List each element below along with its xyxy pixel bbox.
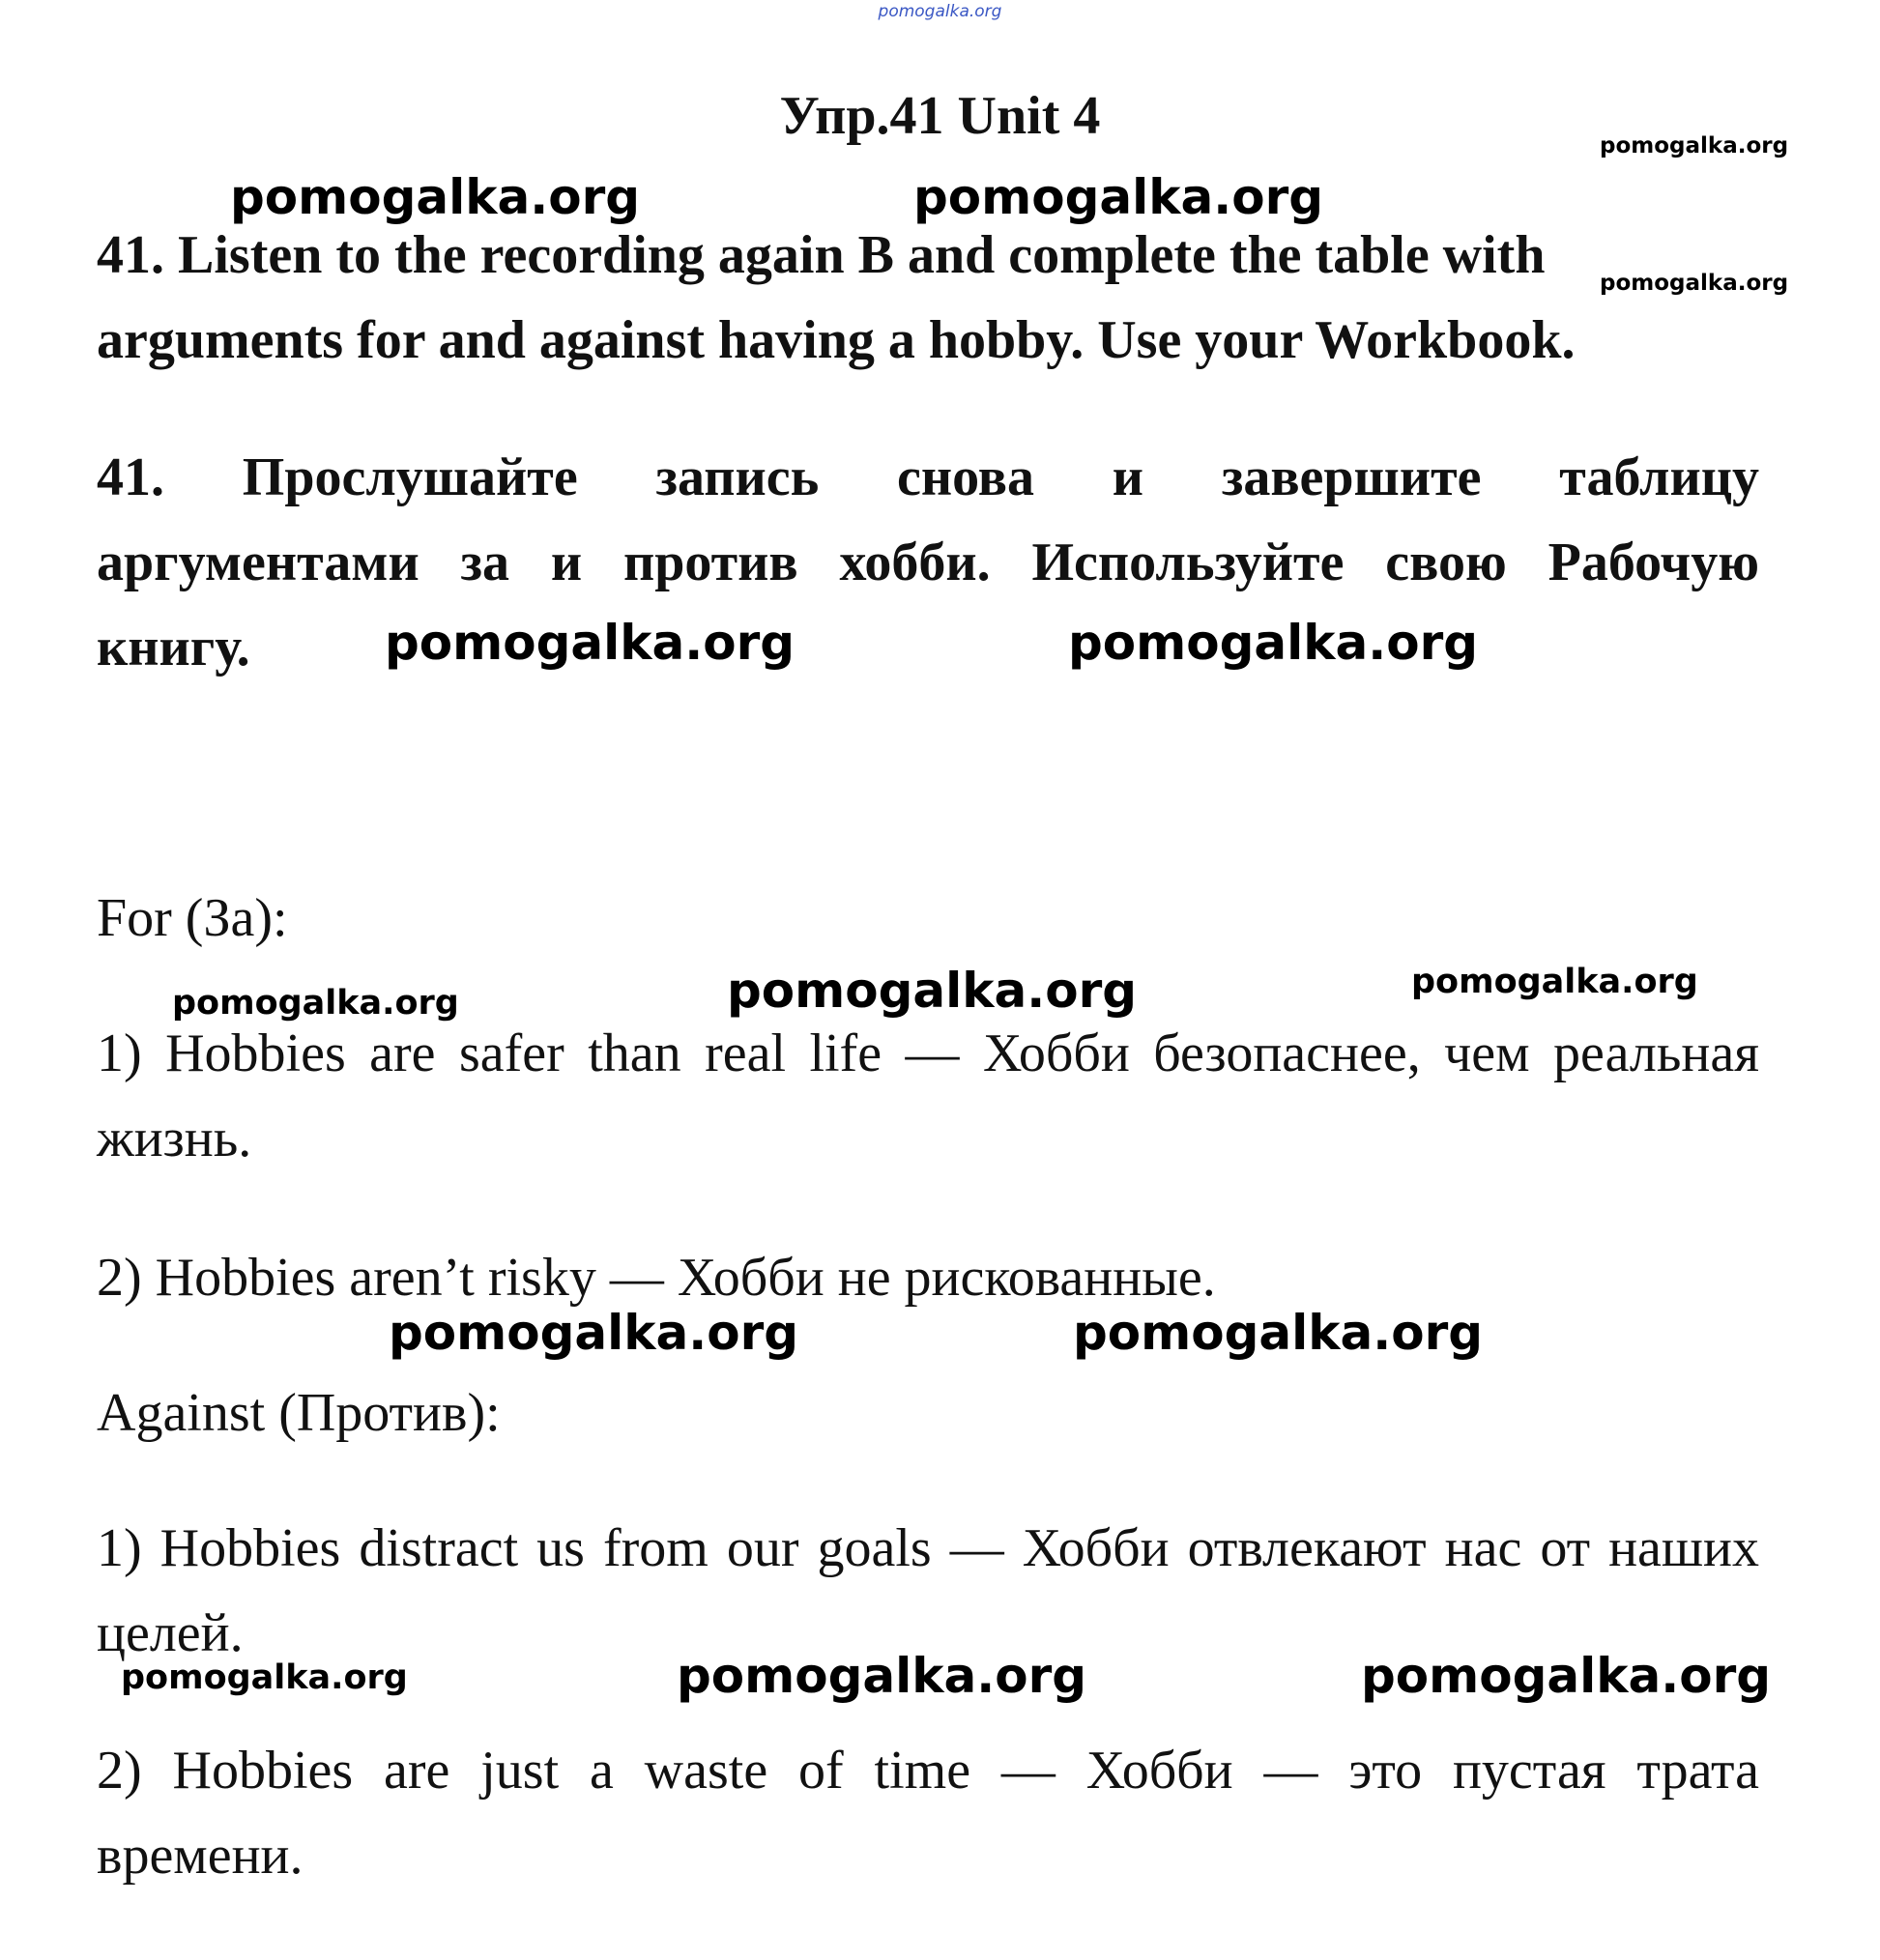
for-heading: For (За): <box>97 888 288 948</box>
task-english: 41. Listen to the recording again B and complete the table with arguments for and against having a hobby. Use your Workbook. <box>97 225 1576 370</box>
page-title: Упр.41 Unit 4 <box>779 86 1101 146</box>
for-item-2: 2) Hobbies aren’t risky — Хобби не рискованные. <box>97 1248 1216 1308</box>
for-item-1-line-2: жизнь. <box>97 1109 252 1168</box>
task-russian-line-3: книгу. <box>97 618 250 677</box>
watermark: pomogalka.org <box>230 169 641 225</box>
against-item-1-line-2: целей. <box>97 1603 244 1663</box>
task-russian-line-2: аргументами за и против хобби. Используйте свою Рабочую <box>97 533 1759 592</box>
watermark: pomogalka.org <box>1600 271 1789 296</box>
for-item-1-line-1: 1) Hobbies are safer than real life — Хобби безопаснее, чем реальная <box>97 1023 1759 1083</box>
watermark: pomogalka.org <box>1361 1648 1772 1704</box>
watermark: pomogalka.org <box>172 984 459 1023</box>
watermark: pomogalka.org <box>385 615 795 671</box>
watermark: pomogalka.org <box>677 1648 1087 1704</box>
against-heading: Against (Против): <box>97 1383 501 1443</box>
against-item-1-line-1: 1) Hobbies distract us from our goals — Хобби отвлекают нас от наших <box>97 1518 1759 1578</box>
watermark: pomogalka.org <box>389 1305 799 1361</box>
watermark: pomogalka.org <box>1068 615 1479 671</box>
watermark: pomogalka.org <box>1600 133 1789 159</box>
watermark: pomogalka.org <box>727 963 1138 1019</box>
watermark: pomogalka.org <box>1073 1305 1484 1361</box>
watermark: pomogalka.org <box>913 169 1324 225</box>
against-item-2-line-2: времени. <box>97 1826 304 1886</box>
watermark: pomogalka.org <box>121 1658 408 1697</box>
task-russian-line-1: 41. Прослушайте запись снова и завершите таблицу <box>97 447 1759 507</box>
against-item-2-line-1: 2) Hobbies are just a waste of time — Хобби — это пустая трата <box>97 1741 1759 1801</box>
watermark: pomogalka.org <box>1411 963 1698 1001</box>
watermark-top: pomogalka.org <box>878 2 1002 21</box>
